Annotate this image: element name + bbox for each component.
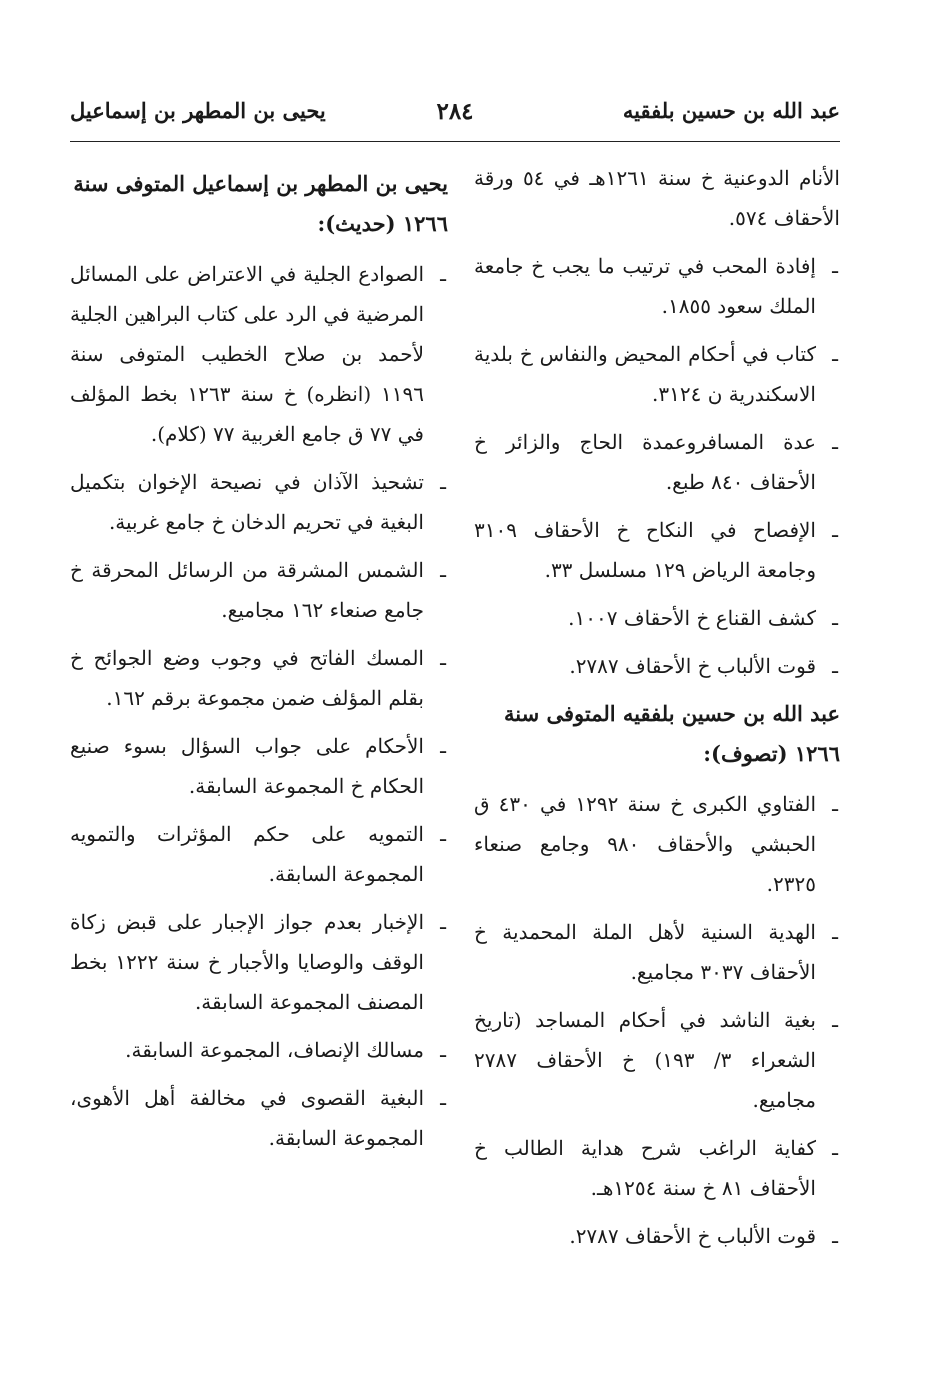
list-item <box>474 1000 840 1120</box>
entry-text: تشحيذ الآذان في نصيحة الإخوان بتكميل البغية في تحريم الدخان خ جامع غربية. <box>70 470 424 534</box>
entry-text: التمويه على حكم المؤثرات والتمويه المجموعة السابقة. <box>70 822 424 886</box>
list-item <box>474 784 840 904</box>
header-rule <box>70 141 840 142</box>
entry-text: قوت الألباب خ الأحقاف ٢٧٨٧. <box>569 1224 816 1248</box>
entry-text: الصوادع الجلية في الاعتراض على المسائل المرضية في الرد على كتاب البراهين الجلية لأحمد بن صلاح الخطيب المتوفى سنة ١١٩٦ (انظره) خ سنة ١٢٦٣ بخط المؤلف في ٧٧ ق جامع الغربية ٧٧ (كلام). <box>70 262 424 446</box>
list-item <box>70 902 448 1022</box>
header-left-title: يحيى بن المطهر بن إسماعيل <box>70 98 326 123</box>
bullet: ـ <box>440 470 446 494</box>
section-title-yahya: يحيى بن المطهر بن إسماعيل المتوفى سنة ١٢٦٦ (حديث): <box>73 171 448 236</box>
list-item <box>70 462 448 542</box>
section-title-balfaqih: عبد الله بن حسين بلفقيه المتوفى سنة ١٢٦٦ (تصوف): <box>504 701 840 766</box>
bullet: ـ <box>440 646 446 670</box>
list-item <box>474 646 840 686</box>
entry-text: عدة المسافروعمدة الحاج والزائر خ الأحقاف ٨٤٠ طبع. <box>474 430 816 494</box>
list-item <box>70 726 448 806</box>
list-item <box>474 422 840 502</box>
entry-text: الشمس المشرقة من الرسائل المحرقة خ جامع صنعاء ١٦٢ مجاميع. <box>70 558 424 622</box>
list-item <box>70 254 448 454</box>
bullet: ـ <box>440 1086 446 1110</box>
entry-text: كفاية الراغب شرح هداية الطالب خ الأحقاف ٨١ خ سنة ١٢٥٤هـ. <box>474 1136 816 1200</box>
bullet: ـ <box>832 654 838 678</box>
entry-text: إفادة المحب في ترتيب ما يجب خ جامعة الملك سعود ١٨٥٥. <box>474 254 816 318</box>
list-item <box>70 814 448 894</box>
entry-text: الأحكام على جواب السؤال بسوء صنيع الحكام خ المجموعة السابقة. <box>70 734 424 798</box>
bullet: ـ <box>440 1038 446 1062</box>
entry-text: البغية القصوى في مخالفة أهل الأهوى، المجموعة السابقة. <box>70 1086 424 1150</box>
bullet: ـ <box>832 342 838 366</box>
list-item <box>70 638 448 718</box>
bullet: ـ <box>832 430 838 454</box>
list-item <box>474 334 840 414</box>
bullet: ـ <box>440 734 446 758</box>
bullet: ـ <box>440 910 446 934</box>
bullet: ـ <box>832 518 838 542</box>
bullet: ـ <box>832 1008 838 1032</box>
left-column <box>70 158 448 1166</box>
entry-text: الإفصاح في النكاح خ الأحقاف ٣١٠٩ وجامعة الرياض ١٢٩ مسلسل ٣٣. <box>474 518 816 582</box>
list-item <box>474 912 840 992</box>
bullet: ـ <box>440 822 446 846</box>
entry-text: قوت الألباب خ الأحقاف ٢٧٨٧. <box>569 654 816 678</box>
bullet: ـ <box>832 920 838 944</box>
entry-text: الفتاوي الكبرى خ سنة ١٢٩٢ في ٤٣٠ ق الحبشي والأحقاف ٩٨٠ وجامع صنعاء ٢٣٢٥. <box>474 792 817 896</box>
bullet: ـ <box>832 1136 838 1160</box>
list-item <box>70 1030 448 1070</box>
list-item <box>474 1216 840 1256</box>
bullet: ـ <box>832 1224 838 1248</box>
entry-text: الإخبار بعدم جواز الإجبار على قبض زكاة الوقف والوصايا والأجبار خ سنة ١٢٢٢ بخط المصنف المجموعة السابقة. <box>70 910 424 1014</box>
header-right-title: عبد الله بن حسين بلفقيه <box>622 98 840 123</box>
bullet: ـ <box>440 262 446 286</box>
right-column <box>474 158 840 1264</box>
bullet: ـ <box>832 606 838 630</box>
list-item <box>474 510 840 590</box>
entry-text: الهدية السنية لأهل الملة المحمدية خ الأحقاف ٣٠٣٧ مجاميع. <box>474 920 816 984</box>
bullet: ـ <box>832 792 838 816</box>
entry-text: كتاب في أحكام المحيض والنفاس خ بلدية الاسكندرية ن ٣١٢٤. <box>474 342 816 406</box>
entry-text: المسك الفاتح في وجوب وضع الجوائح خ بقلم المؤلف ضمن مجموعة برقم ١٦٢. <box>70 646 424 710</box>
running-header <box>70 98 840 138</box>
entry-text: مسالك الإنصاف، المجموعة السابقة. <box>125 1038 424 1062</box>
list-item <box>70 550 448 630</box>
entry-text: كشف القناع خ الأحقاف ١٠٠٧. <box>568 606 816 630</box>
list-item <box>70 1078 448 1158</box>
continuation-text: الأنام الدوعنية خ سنة ١٢٦١هـ في ٥٤ ورقة الأحقاف ٥٧٤. <box>474 166 840 230</box>
continuation-entry <box>474 158 840 238</box>
bullet: ـ <box>832 254 838 278</box>
list-item <box>474 246 840 326</box>
bullet: ـ <box>440 558 446 582</box>
entry-text: بغية الناشد في أحكام المساجد (تاريخ الشعراء ٣/ ١٩٣) خ الأحقاف ٢٧٨٧ مجاميع. <box>474 1008 816 1112</box>
list-item <box>474 598 840 638</box>
list-item <box>474 1128 840 1208</box>
page-number: ٢٨٤ <box>436 98 474 125</box>
